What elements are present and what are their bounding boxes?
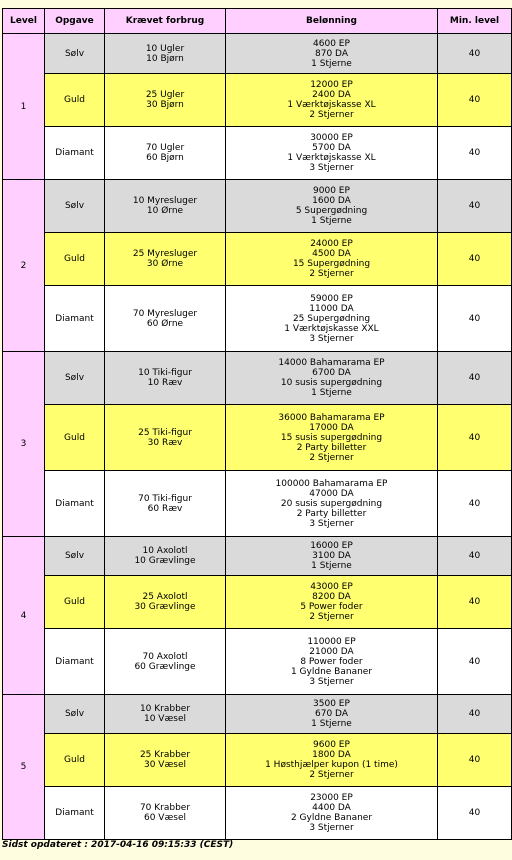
task-cell: Guld	[45, 576, 104, 628]
reward-line: 3 Stjerner	[309, 163, 354, 173]
requirement-line: 25 Axolotl	[142, 592, 188, 602]
reward-line: 24000 EP	[310, 239, 353, 249]
reward-cell	[226, 787, 437, 839]
min-level-cell: 40	[438, 180, 511, 232]
reward-line: 12000 EP	[310, 80, 353, 90]
reward-line: 15 Supergødning	[292, 259, 371, 269]
min-level-cell: 40	[438, 787, 511, 839]
min-level-cell: 40	[438, 74, 511, 126]
requirement-line: 10 Ugler	[145, 43, 185, 54]
requirement-line: 10 Bjørn	[146, 53, 184, 64]
min-level-cell: 40	[438, 695, 511, 733]
reward-line: 2 Party billetter	[296, 508, 367, 519]
task-table	[2, 8, 512, 840]
reward-line: 670 DA	[315, 709, 348, 719]
reward-line: 2 Stjerner	[309, 452, 354, 463]
requirement-line: 10 Ræv	[147, 378, 183, 388]
table-row	[3, 405, 511, 470]
reward-line: 8200 DA	[312, 592, 351, 602]
reward-line: 4500 DA	[312, 249, 351, 259]
reward-line: 2 Gyldne Bananer	[290, 813, 373, 823]
reward-line: 3500 EP	[313, 699, 350, 709]
min-level-cell: 40	[438, 734, 511, 786]
requirement-line: 25 Ugler	[145, 90, 185, 100]
requirement-cell	[105, 34, 225, 73]
reward-line: 2 Stjerner	[309, 269, 354, 279]
reward-line: 1800 DA	[312, 750, 351, 760]
reward-cell	[226, 734, 437, 786]
min-level-cell: 40	[438, 127, 511, 179]
reward-cell	[226, 537, 437, 575]
header-row	[3, 9, 511, 33]
task-cell: Sølv	[45, 352, 104, 404]
header-min-level: Min. level	[438, 9, 511, 33]
header-task: Opgave	[45, 9, 104, 33]
level-cell: 2	[3, 180, 44, 351]
reward-line: 2400 DA	[312, 90, 351, 100]
min-level-cell: 40	[438, 233, 511, 285]
reward-line: 21000 DA	[309, 646, 354, 657]
min-level-cell: 40	[438, 34, 511, 73]
task-cell: Diamant	[45, 127, 104, 179]
table-row	[3, 233, 511, 285]
requirement-cell	[105, 127, 225, 179]
reward-line: 3 Stjerner	[309, 823, 354, 833]
requirement-line: 70 Ugler	[145, 143, 185, 153]
requirement-line: 60 Bjørn	[146, 153, 184, 163]
task-cell: Sølv	[45, 34, 104, 73]
min-level-cell: 40	[438, 471, 511, 536]
reward-cell	[226, 405, 437, 470]
table-row	[3, 352, 511, 404]
reward-line: 100000 Bahamarama EP	[275, 478, 388, 489]
task-cell: Sølv	[45, 180, 104, 232]
reward-line: 5700 DA	[312, 143, 351, 153]
requirement-cell	[105, 576, 225, 628]
requirement-line: 60 Ørne	[146, 318, 184, 329]
task-cell: Diamant	[45, 286, 104, 351]
reward-line: 1 Værktøjskasse XL	[287, 100, 376, 110]
reward-line: 2 Stjerner	[309, 110, 354, 120]
reward-line: 47000 DA	[309, 488, 354, 499]
min-level-cell: 40	[438, 629, 511, 694]
reward-line: 20 susis supergødning	[280, 498, 383, 509]
requirement-cell	[105, 352, 225, 404]
reward-line: 59000 EP	[310, 293, 353, 304]
min-level-cell: 40	[438, 537, 511, 575]
reward-cell	[226, 471, 437, 536]
level-cell: 5	[3, 695, 44, 839]
reward-line: 1 Stjerne	[311, 388, 352, 398]
reward-line: 5 Supergødning	[295, 206, 368, 216]
task-cell: Guld	[45, 405, 104, 470]
header-requirement: Krævet forbrug	[105, 9, 225, 33]
reward-line: 1 Høsthjælper kupon (1 time)	[265, 760, 398, 770]
reward-line: 1 Gyldne Bananer	[290, 666, 373, 677]
reward-line: 6700 DA	[312, 368, 351, 378]
requirement-line: 70 Krabber	[139, 803, 191, 813]
requirement-cell	[105, 695, 225, 733]
reward-line: 1 Værktøjskasse XL	[287, 153, 376, 163]
reward-line: 2 Party billetter	[296, 442, 367, 453]
task-cell: Diamant	[45, 471, 104, 536]
min-level-cell: 40	[438, 576, 511, 628]
requirement-line: 10 Axolotl	[142, 546, 188, 556]
table-row	[3, 787, 511, 839]
header-level: Level	[3, 9, 44, 33]
min-level-cell: 40	[438, 286, 511, 351]
requirement-line: 10 Grævlinge	[134, 556, 196, 566]
reward-line: 4400 DA	[312, 803, 351, 813]
requirement-line: 30 Bjørn	[146, 100, 184, 110]
requirement-line: 25 Krabber	[139, 750, 191, 760]
requirement-cell	[105, 787, 225, 839]
task-cell: Sølv	[45, 537, 104, 575]
requirement-cell	[105, 74, 225, 126]
reward-line: 43000 EP	[310, 582, 353, 592]
table-row	[3, 127, 511, 179]
reward-cell	[226, 629, 437, 694]
reward-line: 15 susis supergødning	[280, 432, 383, 443]
requirement-cell	[105, 629, 225, 694]
reward-line: 16000 EP	[310, 541, 353, 551]
last-updated: Sidst opdateret : 2017-04-16 09:15:33 (CEST)	[2, 840, 234, 850]
reward-line: 1 Stjerne	[311, 561, 352, 571]
reward-line: 870 DA	[315, 48, 348, 59]
min-level-cell: 40	[438, 405, 511, 470]
reward-line: 3 Stjerner	[309, 518, 354, 529]
table-row	[3, 695, 511, 733]
requirement-line: 70 Tiki-figur	[138, 493, 192, 504]
task-cell: Sølv	[45, 695, 104, 733]
reward-line: 9600 EP	[313, 740, 350, 750]
requirement-line: 30 Ørne	[146, 259, 184, 269]
reward-cell	[226, 352, 437, 404]
requirement-cell	[105, 286, 225, 351]
reward-line: 30000 EP	[310, 133, 353, 143]
table-body	[3, 34, 511, 839]
reward-cell	[226, 286, 437, 351]
reward-line: 10 susis supergødning	[280, 378, 383, 388]
requirement-cell	[105, 180, 225, 232]
table-row	[3, 180, 511, 232]
task-cell: Diamant	[45, 629, 104, 694]
requirement-cell	[105, 734, 225, 786]
reward-cell	[226, 180, 437, 232]
requirement-line: 10 Tiki-figur	[138, 368, 192, 378]
reward-line: 14000 Bahamarama EP	[278, 358, 385, 368]
task-cell: Guld	[45, 734, 104, 786]
reward-line: 9000 EP	[313, 186, 350, 196]
table-row	[3, 74, 511, 126]
table-row	[3, 629, 511, 694]
requirement-line: 60 Grævlinge	[134, 661, 196, 672]
reward-line: 2 Stjerner	[309, 612, 354, 622]
requirement-line: 30 Væsel	[143, 760, 187, 770]
reward-cell	[226, 34, 437, 73]
reward-cell	[226, 127, 437, 179]
table-row	[3, 734, 511, 786]
reward-cell	[226, 74, 437, 126]
requirement-cell	[105, 537, 225, 575]
reward-line: 1600 DA	[312, 196, 351, 206]
requirement-line: 30 Grævlinge	[134, 602, 196, 612]
reward-line: 17000 DA	[309, 422, 354, 433]
reward-line: 11000 DA	[309, 303, 354, 314]
requirement-cell	[105, 405, 225, 470]
task-cell: Guld	[45, 233, 104, 285]
level-cell: 3	[3, 352, 44, 536]
requirement-cell	[105, 471, 225, 536]
reward-line: 23000 EP	[310, 793, 353, 803]
reward-line: 1 Stjerne	[311, 216, 352, 226]
reward-line: 25 Supergødning	[292, 313, 371, 324]
reward-line: 36000 Bahamarama EP	[278, 412, 385, 423]
requirement-line: 25 Tiki-figur	[138, 427, 192, 438]
requirement-line: 10 Krabber	[139, 704, 191, 714]
reward-cell	[226, 576, 437, 628]
task-cell: Guld	[45, 74, 104, 126]
requirement-line: 10 Myresluger	[132, 196, 198, 206]
requirement-line: 25 Myresluger	[132, 249, 198, 259]
requirement-line: 70 Axolotl	[142, 651, 188, 662]
header-reward: Belønning	[226, 9, 437, 33]
reward-line: 5 Power foder	[300, 602, 363, 612]
level-cell: 1	[3, 34, 44, 179]
reward-cell	[226, 695, 437, 733]
table-row	[3, 286, 511, 351]
table-row	[3, 576, 511, 628]
reward-cell	[226, 233, 437, 285]
requirement-cell	[105, 233, 225, 285]
requirement-line: 60 Ræv	[147, 503, 183, 514]
reward-line: 4600 EP	[313, 38, 350, 49]
reward-line: 110000 EP	[307, 636, 356, 647]
level-cell: 4	[3, 537, 44, 694]
reward-line: 1 Værktøjskasse XXL	[284, 323, 379, 334]
requirement-line: 10 Væsel	[143, 714, 187, 724]
table-row	[3, 34, 511, 73]
reward-line: 8 Power foder	[300, 656, 363, 667]
reward-line: 3 Stjerner	[309, 676, 354, 687]
reward-line: 1 Stjerne	[311, 719, 352, 729]
requirement-line: 10 Ørne	[146, 206, 184, 216]
requirement-line: 60 Væsel	[143, 813, 187, 823]
reward-line: 2 Stjerner	[309, 770, 354, 780]
reward-line: 3100 DA	[312, 551, 351, 561]
requirement-line: 30 Ræv	[147, 437, 183, 448]
table-row	[3, 471, 511, 536]
reward-line: 1 Stjerne	[311, 58, 352, 69]
table-row	[3, 537, 511, 575]
reward-line: 3 Stjerner	[309, 333, 354, 344]
min-level-cell: 40	[438, 352, 511, 404]
task-cell: Diamant	[45, 787, 104, 839]
requirement-line: 70 Myresluger	[132, 308, 198, 319]
